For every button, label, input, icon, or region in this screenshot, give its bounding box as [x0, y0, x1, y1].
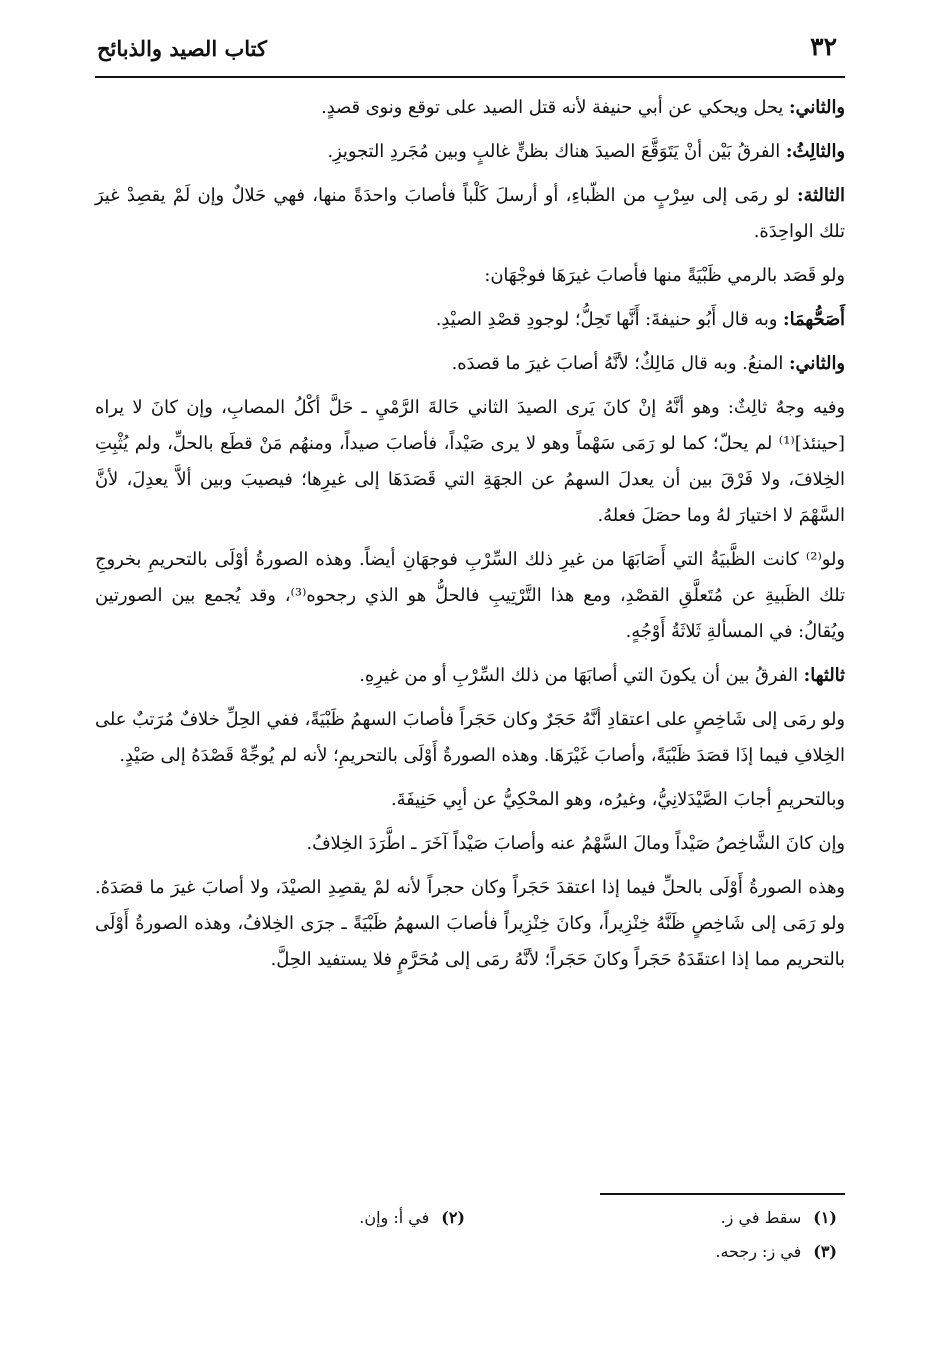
page-number: ٣٢: [810, 32, 837, 61]
paragraph: [95, 90, 845, 126]
main-text: [95, 90, 845, 978]
paragraph-text: الفرقُ بَيْن أنْ يَتَوَقَّعَ الصيدَ هناك بظنٍّ غالبٍ وبين مُجَردِ التجويزِ.: [327, 141, 781, 162]
footnote: [721, 1208, 837, 1227]
paragraph-text: ولو⁽²⁾ كانت الظَّبيَةُ التي أَصَابَهَا من غيرِ ذلك السِّرْبِ فوجهَانِ أيضاً. وهذه الصورةُ أوْلَى بالتحريمِ بخروجِ تلك الظَبيةِ عن مُتَعلَّقِ القصْدِ، ومع هذا التَّرْتِيبِ فالحلُّ هو الذي رجحوه⁽³⁾، وقد يُجمع بين الصورتين ويُقالُ: في المسألةِ ثَلاثَةُ أَوْجُهٍ.: [95, 549, 845, 642]
paragraph-text: وفيه وجهٌ ثالِثٌ: وهو أنَّهُ إنْ كانَ يَرى الصيدَ الثاني حَالةَ الرَّمْيِ ـ حَلَّ أكْلُ المصابِ، وإن كانَ لا يراه [حينئذ]⁽¹⁾ لم يحلّ؛ كما لو رَمَى سَهْماً وهو لا يرى صَيْداً، فأصابَ صيداً، ومنهُم مَنْ قطَع بالحلِّ، ولم يُثْبِتِ الخِلافَ، ولا فَرْقَ بين أن يعدلَ السهمُ عن الجهَةِ التي قَصَدَهَا إلى غيرِها؛ فيصيبَ وبين ألاَّ يعدِلَ، لأنَّ السَّهْمَ لا اختيارَ لهُ وما حصَلَ فعلهُ.: [95, 397, 845, 526]
paragraph: [95, 782, 845, 818]
page-header: [95, 30, 845, 78]
paragraph: [95, 826, 845, 862]
paragraph: [95, 702, 845, 774]
paragraph-text: يحل ويحكي عن أبي حنيفة لأنه قتل الصيد على توقع ونوى قصدٍ.: [321, 97, 784, 118]
footnote: [359, 1208, 465, 1227]
paragraph-lead: أَصَحُّهمَا:: [783, 309, 845, 330]
running-title: كتاب الصيد والذبائح: [97, 36, 267, 61]
paragraph-text: وبالتحريمِ أجابَ الصَّيْدَلانِيُّ، وغيرُه، وهو المحْكِيُّ عن أبِي حَنِيفَةَ.: [390, 789, 845, 810]
paragraph-text: وبه قال أَبُو حنيفةَ: أَنَّها تَحِلُّ؛ لوجودِ قصْدِ الصيْدِ.: [435, 309, 778, 330]
footnote-row: [95, 1208, 845, 1242]
paragraph: [95, 346, 845, 382]
paragraph-text: ولو رمَى إلى شَاخِصٍ على اعتقادِ أنَّهُ حَجَرٌ وكان حَجَراً فأصابَ السهمُ ظَبْيَةً، ففي الحِلِّ خلافٌ مُرَتبٌ على الخِلافِ فيما إذَا قصَدَ ظَبْيَةً، وأصابَ غَيْرَهَا. وهذه الصورةُ أَوْلَى بالتحريمِ؛ لأنه لم يُوجِّهْ قَصْدَهُ إلى صَيْدٍ.: [95, 709, 845, 766]
paragraph: [95, 658, 845, 694]
paragraph-lead: الثالثة:: [796, 185, 845, 206]
paragraph-text: لو رمَى إلى سِرْبٍ من الظّباءِ، أو أرسلَ كَلْباً فأصابَ واحدَةً منها، فهي حَلالٌ وإن لَمْ يقصِدْ غيرَ تلك الواحِدَة.: [95, 185, 845, 242]
paragraph-text: وإن كانَ الشَّاخِصُ صَيْداً ومالَ السَّهْمُ عنه وأصابَ صَيْداً آخَرَ ـ اطَّرَدَ الخِلافُ.: [306, 833, 845, 854]
footnote-text: سقط في ز.: [720, 1208, 802, 1227]
paragraph: [95, 134, 845, 170]
footnote: [715, 1242, 837, 1261]
paragraph: [95, 302, 845, 338]
footnote-text: في ز: رجحه.: [715, 1242, 802, 1261]
paragraph: [95, 390, 845, 534]
footnote-label: (١): [813, 1208, 837, 1227]
paragraph: [95, 870, 845, 978]
paragraph: [95, 178, 845, 250]
footnote-label: (٢): [441, 1208, 465, 1227]
footnotes: [95, 1208, 845, 1276]
footnote-label: (٣): [813, 1242, 837, 1261]
paragraph-text: وهذه الصورةُ أَوْلَى بالحلِّ فيما إذا اعتقدَ حَجَراً وكان حجراً لأنه لمْ يقصِدِ الصيْدَ، ولا أصابَ غيرَ ما قصَدَهُ. ولو رَمَى إلى شَاخِصٍ ظَنَّهُ خِنْزِيراً، وكانَ خِنْزِيراً فأصابَ السهمُ ظَبْيَةً ـ جرَى الخِلافُ، وهذه الصورةُ أَوْلَى بالتحريم مما إذا اعتقَدَهُ حَجَراً وكانَ حَجَراً؛ لأنَّهُ رمَى إلى مُحَرَّمٍ فلا يستفيد الحِلَّ.: [95, 877, 845, 970]
paragraph-text: الفرقُ بين أن يكونَ التي أصابَهَا من ذلك السِّرْبِ أو من غيرِهِ.: [359, 665, 799, 686]
paragraph: [95, 542, 845, 650]
paragraph: [95, 258, 845, 294]
paragraph-lead: والثالِثُ:: [785, 141, 845, 162]
footnote-divider: [600, 1193, 845, 1195]
paragraph-lead: والثاني:: [788, 97, 845, 118]
paragraph-text: ولو قَصَد بالرمي ظَبْيَةً منها فأصابَ غيرَهَا فوجْهَان:: [484, 265, 845, 286]
paragraph-text: المنعُ. وبه قال مَالِكٌ؛ لأنَّهُ أصابَ غيرَ ما قصدَه.: [451, 353, 784, 374]
paragraph-lead: والثاني:: [788, 353, 845, 374]
paragraph-lead: ثالثها:: [803, 665, 845, 686]
footnote-row: [95, 1242, 845, 1276]
footnote-text: في أ: وإن.: [359, 1208, 430, 1227]
